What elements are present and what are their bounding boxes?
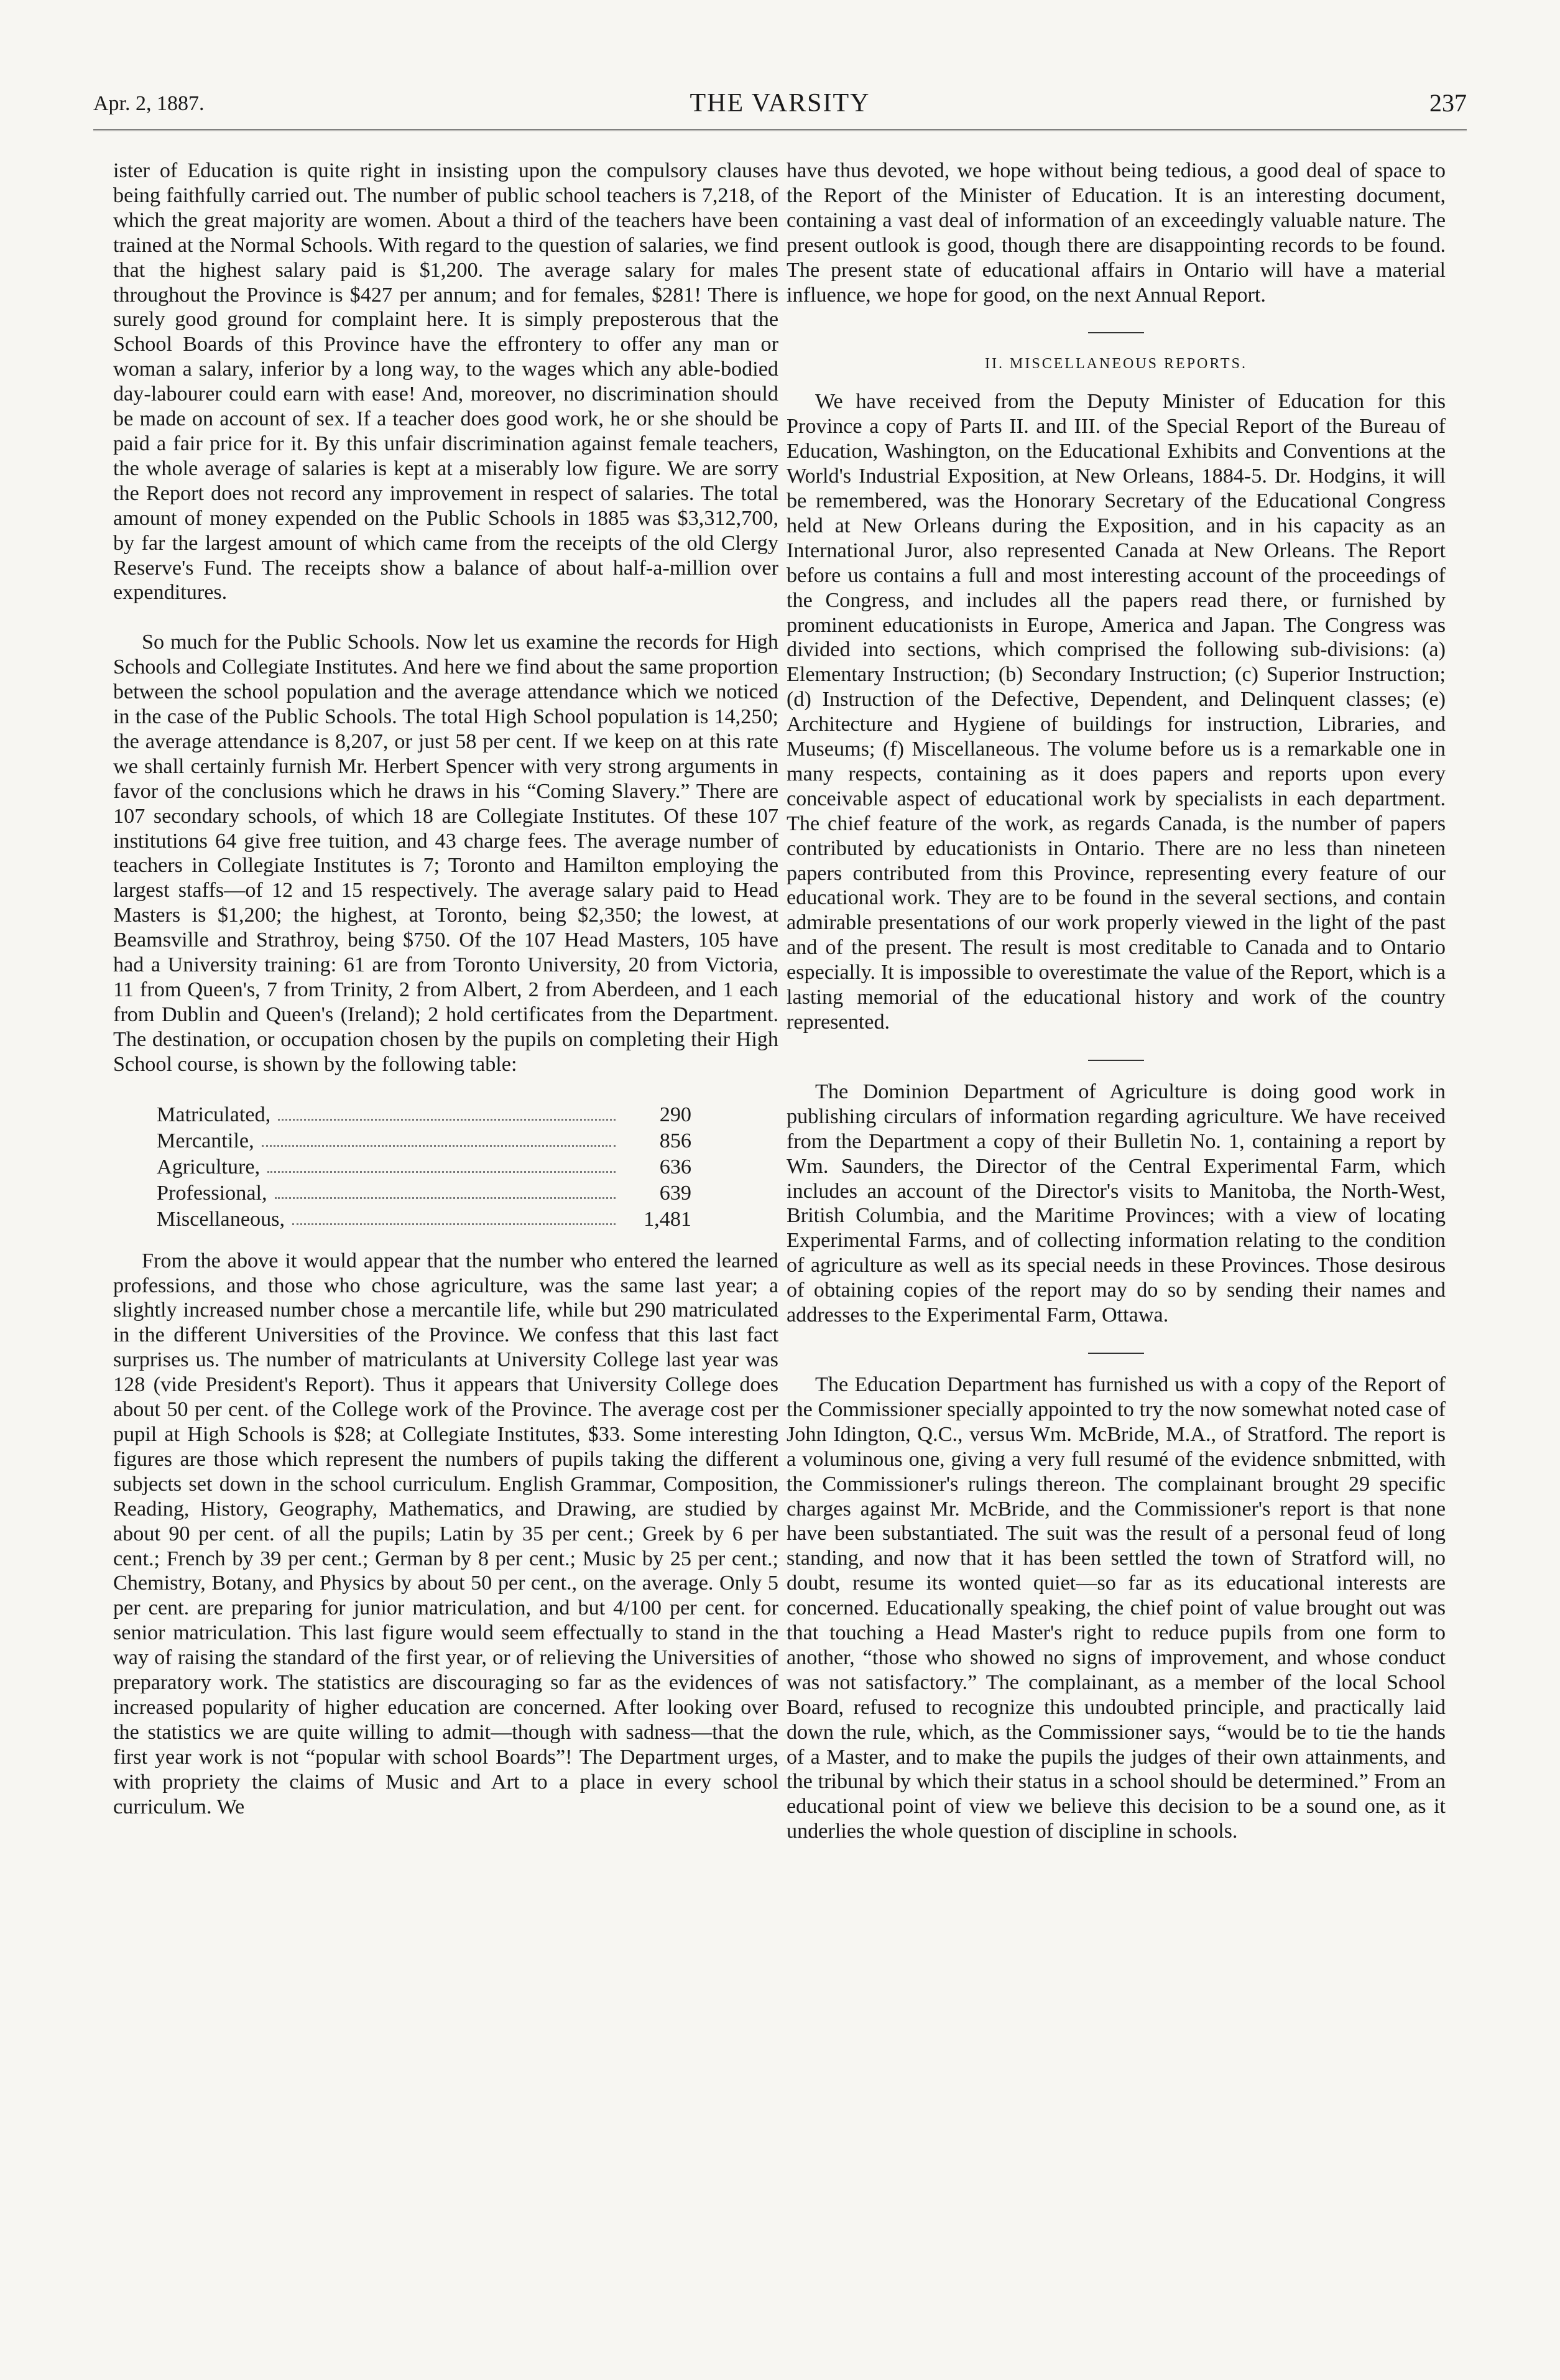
- table-row-value: 636: [659, 1155, 691, 1178]
- paragraph-salaries: ister of Education is quite right in insisting upon the compulsory clauses being faithfully carried out. The number of public school teachers is 7,218, of which the great majority are women. About a third of the teachers have been trained at the Normal Schools. With regard to the question of salaries, we find that the highest salary paid is $1,200. The average salary for males throughout the Province is $427 per annum; and for females, $281! There is surely good ground for complaint here. It is simply preposterous that the School Boards of this Province have the effrontery to offer any man or woman a salary, inferior by a long way, to the wages which any able-bodied day-labourer could earn with ease! And, moreover, no discrimination should be made on account of sex. If a teacher does good work, he or she should be paid a fair price for it. By this unfair discrimination against female teachers, the whole average of salaries is kept at a miserably low figure. We are sorry the Report does not record any improvement in respect of salaries. The total amount of money expended on the Public Schools in 1885 was $3,312,700, by far the largest amount of which came from the receipts of the old Clergy Reserve's Fund. The receipts show a balance of about half-a-million over expenditures.: [113, 159, 778, 604]
- table-row: [157, 1128, 691, 1154]
- publication-title: THE VARSITY: [690, 89, 870, 118]
- paragraph-new-orleans: We have received from the Deputy Minister of Education for this Province a copy of Parts II. and III. of the Special Report of the Bureau of Education, Washington, on the Educational Exhibits and Conventions at the World's Industrial Exposition, at New Orleans, 1884-5. Dr. Hodgins, it will be remembered, was the Honorary Secretary of the Educational Congress held at New Orleans during the Exposition, and in his capacity as an International Juror, also represented Canada at New Orleans. The Report before us contains a full and most interesting account of the proceedings of the Congress, and includes all the papers read there, or furnished by prominent educationists in Europe, America and Japan. The Congress was divided into sections, which comprised the following sub-divisions: (a) Elementary Instruction; (b) Secondary Instruction; (c) Superior Instruction; (d) Instruction of the Defective, Dependent, and Delinquent classes; (e) Architecture and Hygiene of buildings for instruction, Libraries, and Museums; (f) Miscellaneous. The volume before us is a remarkable one in many respects, containing as it does papers and reports upon every conceivable aspect of educational work by specialists in each department. The chief feature of the work, as regards Canada, is the number of papers contributed by educationists in Ontario. There are no less than nineteen papers contributed from this Province, representing every feature of our educational work. They are to be found in the several sections, and contain admirable presentations of our work properly viewed in the light of the past and of the present. The result is most creditable to Canada and to Ontario especially. It is impossible to overestimate the value of the Report, which is a lasting memorial of the educational history and work of the country represented.: [787, 390, 1446, 1034]
- paragraph-high-schools: So much for the Public Schools. Now let us examine the records for High Schools and Collegiate Institutes. And here we find about the same proportion between the school population and the average attendance which we noticed in the case of the Public Schools. The total High School population is 14,250; the average attendance is 8,207, or just 58 per cent. If we keep on at this rate we shall certainly furnish Mr. Herbert Spencer with very strong arguments in favor of the conclusions which he draws in his “Coming Slavery.” There are 107 secondary schools, of which 18 are Collegiate Institutes. Of these 107 institutions 64 give free tuition, and 43 charge fees. The average number of teachers in Collegiate Institutes is 7; Toronto and Hamilton employing the largest staffs—of 12 and 15 respectively. The average salary paid to Head Masters is $1,200; the highest, at Toronto, being $2,350; the lowest, at Beamsville and Strathroy, being $750. Of the 107 Head Masters, 105 have had a University training: 61 are from Toronto University, 20 from Victoria, 11 from Queen's, 7 from Trinity, 2 from Albert, 2 from Aberdeen, and 1 each from Dublin and Queen's (Ireland); 2 hold certificates from the Department. The destination, or occupation chosen by the pupils on completing their High School course, is shown by the following table:: [113, 631, 778, 1076]
- paragraph-conclusion: have thus devoted, we hope without being tedious, a good deal of space to the Report of the Minister of Education. It is an interesting document, containing a vast deal of information of an exceedingly valuable nature. The present outlook is good, though there are disappointing records to be found. The present state of educational affairs in Ontario will have a material influence, we hope for good, on the next Annual Report.: [787, 159, 1446, 307]
- table-row: [157, 1206, 691, 1233]
- paragraph-agriculture: The Dominion Department of Agriculture is doing good work in publishing circulars of information regarding agriculture. We have received from the Department a copy of their Bulletin No. 1, containing a report by Wm. Saunders, the Director of the Central Experimental Farm, which includes an account of the Director's visits to Manitoba, the North-West, British Columbia, and the Maritime Provinces; with a view of locating Experimental Farms, and of collecting information relating to the condition of agriculture as well as its special needs in these Provinces. Those desirous of obtaining copies of the report may do so by sending their names and addresses to the Experimental Farm, Ottawa.: [787, 1080, 1446, 1327]
- leader-dots: [275, 1180, 616, 1199]
- right-column: [787, 159, 1446, 1869]
- section-separator: [1088, 332, 1144, 333]
- leader-dots: [267, 1154, 616, 1173]
- paragraph-stratford-case: The Education Department has furnished us with a copy of the Report of the Commissioner specially appointed to try the now somewhat noted case of John Idington, Q.C., versus Wm. McBride, M.A., of Stratford. The report is a voluminous one, giving a very full resumé of the evidence snbmitted, with the Commissioner's rulings thereon. The complainant brought 29 specific charges against Mr. McBride, and the Commissioner's report is that none have been substantiated. The suit was the result of a personal feud of long standing, and now that it has been settled the town of Stratford will, no doubt, resume its wonted quiet—so far as its educational interests are concerned. Educationally speaking, the chief point of value brought out was that touching a Head Master's right to reduce pupils from one form to another, “those who showed no signs of improvement, and whose conduct was not satisfactory.” The complainant, as a member of the local School Board, refused to recognize this undoubted principle, and practically laid down the rule, which, as the Commissioner says, “would be to tie the hands of a Master, and to make the pupils the judges of their own attainments, and the tribunal by which their status in a school should be determined.” From an educational point of view we believe this decision to be a sound one, as it underlies the whole question of discipline in schools.: [787, 1373, 1446, 1843]
- table-row: [157, 1154, 691, 1180]
- destination-table: [113, 1102, 778, 1233]
- table-row-label: Miscellaneous,: [157, 1207, 285, 1231]
- page-number: 237: [1429, 89, 1467, 117]
- table-row-label: Professional,: [157, 1181, 267, 1205]
- left-column: [113, 159, 778, 1844]
- section-separator: [1088, 1353, 1144, 1354]
- table-row: [157, 1102, 691, 1128]
- table-row-label: Agriculture,: [157, 1155, 261, 1178]
- table-row-value: 856: [659, 1129, 691, 1152]
- table-row-value: 290: [659, 1103, 691, 1126]
- leader-dots: [262, 1128, 616, 1147]
- table-row-label: Matriculated,: [157, 1103, 271, 1126]
- page-header: [93, 86, 1467, 123]
- header-rule: [93, 129, 1467, 134]
- leader-dots: [278, 1102, 616, 1121]
- leader-dots: [292, 1206, 616, 1225]
- table-row-label: Mercantile,: [157, 1129, 254, 1152]
- table-row-value: 1,481: [644, 1207, 691, 1231]
- paragraph-curriculum: From the above it would appear that the number who entered the learned professions, and those who chose agriculture, was the same last year; a slightly increased number chose a mercantile life, while but 290 matriculated in the different Universities of the Province. We confess that this last fact surprises us. The number of matriculants at University College last year was 128 (vide President's Report). Thus it appears that University College does about 50 per cent. of the College work of the Province. The average cost per pupil at High Schools is $28; at Collegiate Institutes, $33. Some interesting figures are those which represent the numbers of pupils taking the different subjects set down in the school curriculum. English Grammar, Composition, Reading, History, Geography, Mathematics, and Drawing, are studied by about 90 per cent. of all the pupils; Latin by 35 per cent.; Greek by 6 per cent.; French by 39 per cent.; German by 8 per cent.; Music by 25 per cent.; Chemistry, Botany, and Physics by about 50 per cent., on the average. Only 5 per cent. are preparing for junior matriculation, and but 4/100 per cent. for senior matriculation. This last figure would seem effectually to stand in the way of raising the standard of the first year, or of relieving the Universities of preparatory work. The statistics are discouraging so far as the evidences of increased popularity of higher education are concerned. After looking over the statistics we are quite willing to admit—though with sadness—that the first year work is not “popular with school Boards”! The Department urges, with propriety the claims of Music and Art to a place in every school curriculum. We: [113, 1249, 778, 1818]
- section-heading: II. MISCELLANEOUS REPORTS.: [985, 356, 1247, 373]
- section-separator: [1088, 1060, 1144, 1061]
- table-row-value: 639: [659, 1181, 691, 1205]
- issue-date: Apr. 2, 1887.: [93, 92, 205, 115]
- table-row: [157, 1180, 691, 1206]
